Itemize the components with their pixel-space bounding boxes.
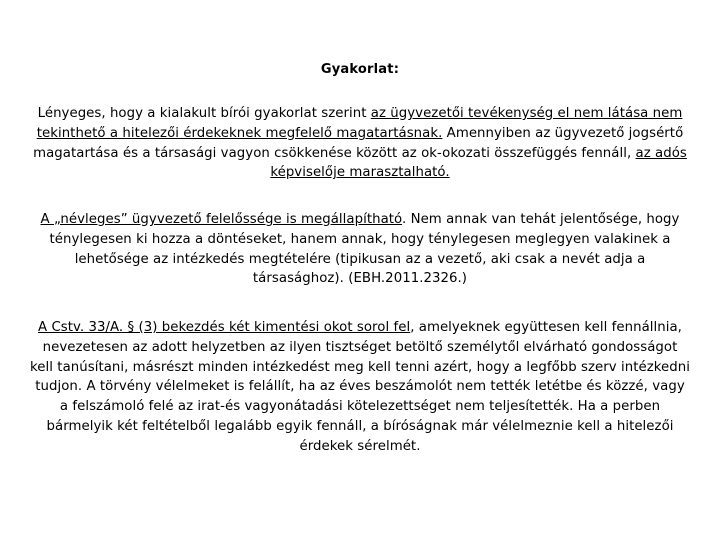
underlined-text: az ügyvezetői tevékenység el nem látása nem tekinthető a hitelezői érdekeknek megfelelő magatartásnak. <box>36 106 683 141</box>
paragraph-text: Lényeges, hogy a kialakult bírói gyakorlat szerint <box>37 106 371 121</box>
underlined-text: az adós képviselője marasztalható. <box>270 145 687 181</box>
paragraph-exemption <box>30 318 690 457</box>
paragraph-case-law <box>30 104 690 183</box>
paragraph-text: Amennyiben az ügyvezető jogsértő magatartása és a társasági vagyon csökkenése között az ok-okozati összefüggés fennáll, <box>33 125 684 161</box>
underlined-text: A Cstv. 33/A. § (3) bekezdés két kimentési okot sorol fel <box>38 320 411 335</box>
paragraph-nominal-director <box>30 210 690 289</box>
page-title: Gyakorlat: <box>320 62 400 77</box>
paragraph-text: , amelyeknek együttesen kell fennállnia, nevezetesen az adott helyzetben az ilyen tisztséget betöltő személytől elvárható gondosságot kell tanúsítani, másrészt minden intézkedést meg kell tenni azért, hogy a legfőbb szerv intézkedni tudjon. A törvény vélelmeket is felállít, ha az éves beszámolót nem tették letétbe és közzé, vagy a felszámoló felé az irat-és vagyonátadási kötelezettséget nem teljesítették. Ha a perben bármelyik két feltételből legalább egyik fennáll, a bíróságnak már vélelmeznie kell a hitelezői érdekek sérelmét. <box>30 320 690 454</box>
underlined-text: A „névleges” ügyvezető felelőssége is megállapítható <box>40 212 403 227</box>
paragraph-text: . Nem annak van tehát jelentősége, hogy ténylegesen ki hozza a döntéseket, hanem annak, hogy ténylegesen meglegyen valakinek a lehetősége az intézkedés megtételére (tipikusan az a vezető, aki csak a nevét adja a társasághoz). (EBH.2011.2326.) <box>49 212 680 287</box>
